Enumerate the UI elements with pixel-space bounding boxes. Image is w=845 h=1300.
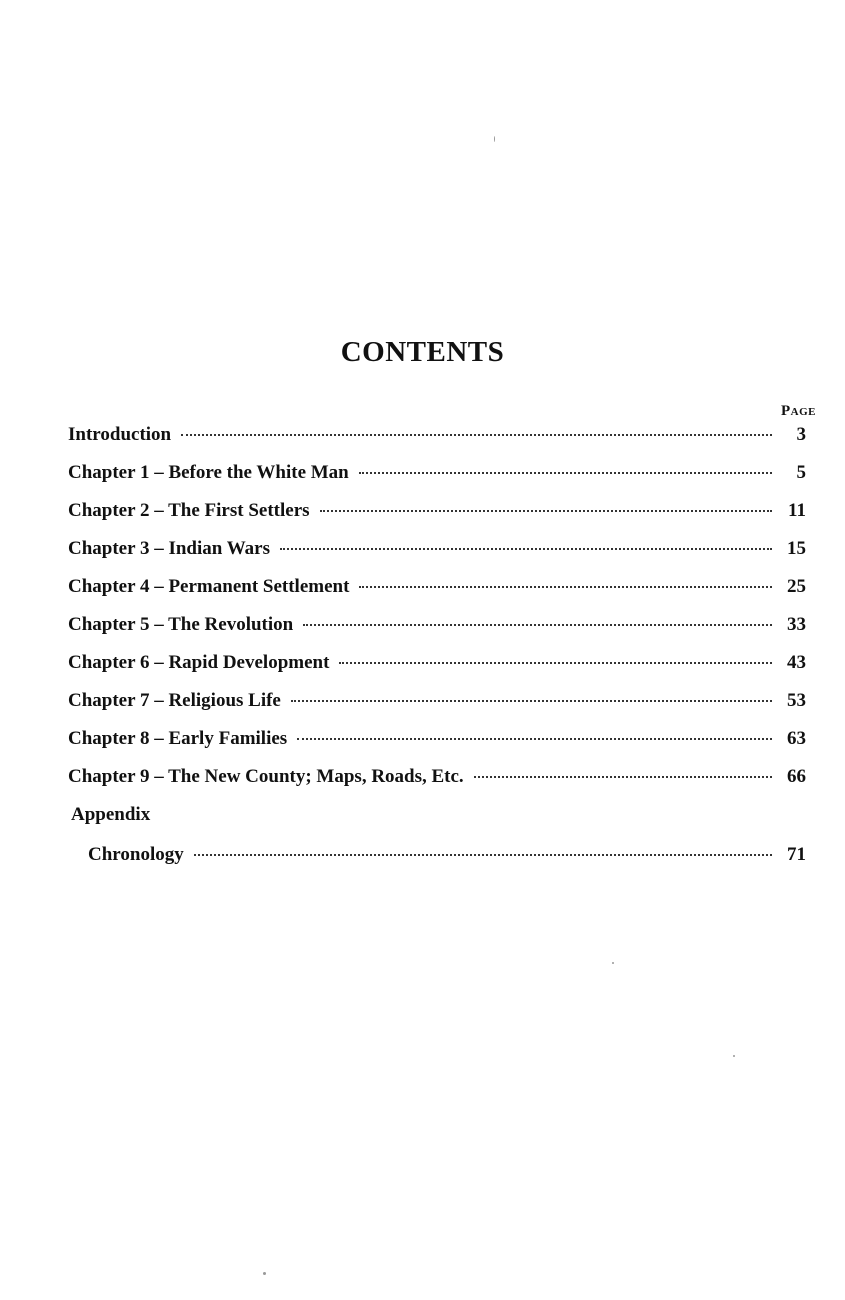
dot-leader <box>320 510 772 512</box>
toc-entry-chapter-3[interactable] <box>68 538 806 566</box>
toc-entry-label: Chapter 1 – Before the White Man <box>68 462 349 483</box>
dot-leader <box>194 854 772 856</box>
toc-entry-page: 15 <box>787 538 806 559</box>
toc-entry-label: Chapter 3 – Indian Wars <box>68 538 271 559</box>
toc-entry-chapter-4[interactable] <box>68 576 806 604</box>
scan-speck <box>263 1272 266 1275</box>
dot-leader <box>297 738 772 740</box>
toc-entry-page: 3 <box>796 424 806 445</box>
toc-entry-label: Chapter 7 – Religious Life <box>68 690 281 711</box>
dot-leader <box>280 548 772 550</box>
toc-entry-page: 5 <box>796 462 806 483</box>
toc-entry-chapter-5[interactable] <box>68 614 806 642</box>
scan-speck <box>494 136 495 142</box>
toc-entry-label: Chapter 8 – Early Families <box>68 728 288 749</box>
toc-entry-label: Chronology <box>88 844 184 865</box>
toc-entry-chapter-6[interactable] <box>68 652 806 680</box>
scan-speck <box>612 962 614 964</box>
toc-entry-chapter-7[interactable] <box>68 690 806 718</box>
toc-entry-page: 43 <box>787 652 806 673</box>
dot-leader <box>291 700 772 702</box>
page-column-header: Page <box>781 403 816 419</box>
dot-leader <box>339 662 772 664</box>
scan-speck <box>733 1055 735 1057</box>
toc-entry-chronology[interactable] <box>88 844 806 872</box>
toc-entry-page: 63 <box>787 728 806 749</box>
toc-entry-chapter-2[interactable] <box>68 500 806 528</box>
toc-entry-label: Chapter 4 – Permanent Settlement <box>68 576 350 597</box>
toc-entry-chapter-8[interactable] <box>68 728 806 756</box>
toc-entry-label: Introduction <box>68 424 172 445</box>
appendix-heading: Appendix <box>71 804 151 825</box>
toc-entry-page: 71 <box>787 844 806 865</box>
dot-leader <box>181 434 772 436</box>
dot-leader <box>359 586 772 588</box>
toc-entry-label: Chapter 5 – The Revolution <box>68 614 294 635</box>
toc-entry-chapter-1[interactable] <box>68 462 806 490</box>
toc-entry-label: Chapter 6 – Rapid Development <box>68 652 330 673</box>
toc-entry-page: 33 <box>787 614 806 635</box>
dot-leader <box>474 776 772 778</box>
toc-entry-page: 11 <box>788 500 806 521</box>
toc-entry-label: Chapter 9 – The New County; Maps, Roads, Etc. <box>68 766 464 787</box>
page-title: CONTENTS <box>340 336 505 368</box>
toc-entry-page: 25 <box>787 576 806 597</box>
dot-leader <box>359 472 772 474</box>
toc-entry-label: Chapter 2 – The First Settlers <box>68 500 310 521</box>
dot-leader <box>303 624 772 626</box>
toc-entry-chapter-9[interactable] <box>68 766 806 794</box>
toc-entry-page: 66 <box>787 766 806 787</box>
toc-entry-page: 53 <box>787 690 806 711</box>
toc-entry-introduction[interactable] <box>68 424 806 452</box>
